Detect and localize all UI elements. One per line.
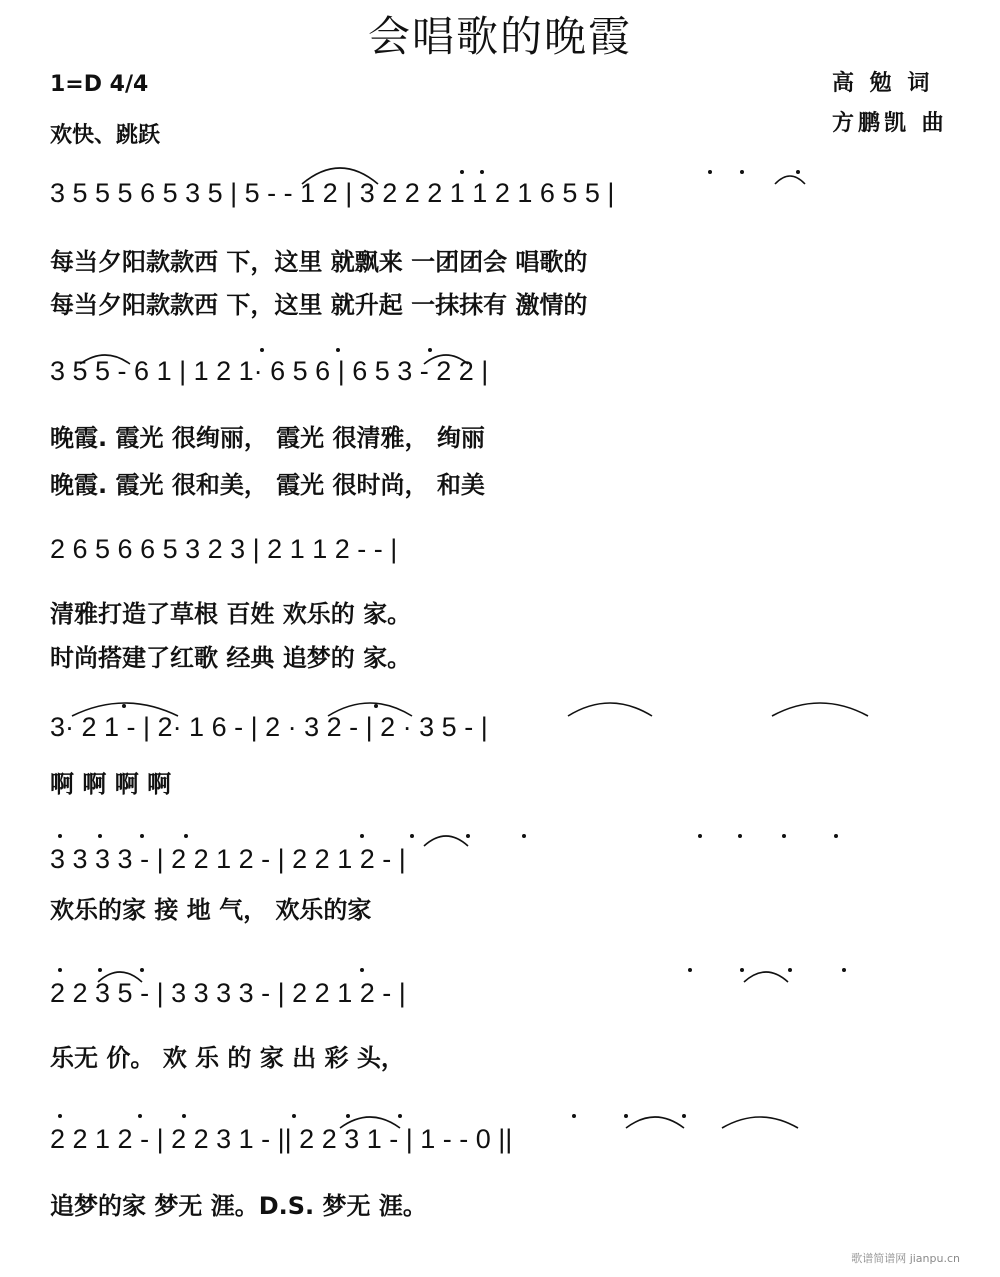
staff-3-lyric-verse-1: 清雅打造了草根 百姓 欢乐的 家。: [50, 600, 412, 628]
staff-4-lyric: 啊 啊 啊 啊: [50, 770, 172, 798]
staff-3-lyric-verse-2: 时尚搭建了红歌 经典 追梦的 家。: [50, 644, 412, 672]
page-title: 会唱歌的晚霞: [367, 12, 632, 61]
staff-6-lyric: 乐无 价。 欢 乐 的 家 出 彩 头，: [50, 1044, 405, 1072]
staff-1-lyric-verse-1: 每当夕阳款款西 下，这里 就飘来 一团团会 唱歌的: [50, 248, 588, 276]
key-time-signature: 1=D 4/4: [50, 72, 149, 97]
lyricist-credit: 高 勉 词: [832, 71, 934, 96]
staff-1-lyric-verse-2: 每当夕阳款款西 下，这里 就升起 一抹抹有 激情的: [50, 291, 588, 319]
staff-7-lyric: 追梦的家 梦无 涯。D.S. 梦无 涯。: [50, 1192, 427, 1220]
watermark: 歌谱简谱网 jianpu.cn: [851, 1252, 960, 1265]
staff-7-notes: 2 2 1 2 - | 2 2 3 1 - || 2 2 3 1 - | 1 - - 0 ||: [50, 1124, 513, 1154]
staff-1-notes: 3 5 5 5 6 5 3 5 | 5 - - 1 2 | 3 2 2 2 1 1 2 1 6 5 5 |: [50, 178, 615, 208]
tempo-marking: 欢快、跳跃: [50, 123, 161, 148]
staff-5-notes: 3 3 3 3 - | 2 2 1 2 - | 2 2 1 2 - |: [50, 844, 406, 874]
staff-2-notes: 3 5 5 - 6 1 | 1 2 1· 6 5 6 | 6 5 3 - 2 2 |: [50, 356, 489, 386]
staff-4-notes: 3· 2 1 - | 2· 1 6 - | 2 · 3 2 - | 2 · 3 5 - |: [50, 712, 488, 742]
staff-3-notes: 2 6 5 6 6 5 3 2 3 | 2 1 1 2 - - |: [50, 534, 398, 564]
staff-5-lyric: 欢乐的家 接 地 气， 欢乐的家: [50, 896, 372, 924]
staff-6-notes: 2 2 3 5 - | 3 3 3 3 - | 2 2 1 2 - |: [50, 978, 406, 1008]
composer-credit: 方鹏凯 曲: [832, 111, 948, 136]
staff-2-lyric-verse-1: 晚霞. 霞光 很绚丽， 霞光 很清雅， 绚丽: [50, 424, 485, 452]
staff-2-lyric-verse-2: 晚霞. 霞光 很和美， 霞光 很时尚， 和美: [50, 471, 485, 499]
